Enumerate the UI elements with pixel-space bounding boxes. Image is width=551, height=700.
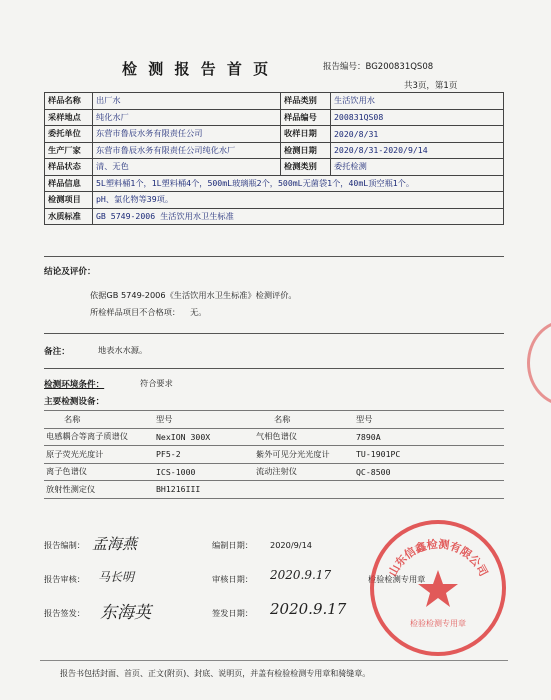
- table-row: [44, 463, 504, 481]
- report-number: [323, 60, 433, 72]
- cell-value: 2020/8/31: [331, 126, 504, 143]
- table-row: [44, 481, 504, 499]
- table-row: [45, 175, 504, 192]
- equipment-name: 原子荧光光度计: [44, 446, 154, 464]
- equipment-name: 流动注射仪: [254, 463, 354, 481]
- equipment-model: [354, 481, 504, 499]
- equipment-model: QC-8500: [354, 463, 504, 481]
- cell-label: 收样日期: [281, 126, 331, 143]
- table-row: [45, 142, 504, 159]
- cell-label: 样品编号: [281, 109, 331, 126]
- cell-label: 生产厂家: [45, 142, 93, 159]
- conclusion-line-2: [90, 307, 206, 318]
- nonconform-value: 无。: [190, 307, 207, 317]
- review-date: 2020.9.17: [270, 568, 332, 582]
- svg-text:山东信鑫检测有限公司: 山东信鑫检测有限公司: [386, 537, 490, 579]
- equipment-name: 离子色谱仪: [44, 463, 154, 481]
- table-header-row: [44, 411, 504, 429]
- table-row: [45, 159, 504, 176]
- sample-info-value: 5L塑料桶1个，1L塑料桶4个，500mL玻璃瓶2个，500mL无菌袋1个，40mL顶空瓶1个。: [93, 175, 504, 192]
- divider: [44, 368, 504, 369]
- equipment-model: NexION 300X: [154, 428, 254, 446]
- divider: [40, 660, 508, 661]
- cell-label: 委托单位: [45, 126, 93, 143]
- equipment-model: TU-1901PC: [354, 446, 504, 464]
- equipment-model: BH1216III: [154, 481, 254, 499]
- review-signature: 马长明: [98, 570, 135, 584]
- equipment-name: 紫外可见分光光度计: [254, 446, 354, 464]
- conclusion-heading: 结论及评价：: [44, 267, 96, 277]
- star-icon: [418, 570, 458, 607]
- equipment-name: [254, 481, 354, 499]
- table-row: [45, 208, 504, 225]
- cell-label: 水质标准: [45, 208, 93, 225]
- cell-label: 检测日期: [281, 142, 331, 159]
- sign-date: 2020.9.17: [270, 600, 347, 618]
- cell-value: 东营市鲁辰水务有限责任公司: [93, 126, 281, 143]
- nonconform-label: 所检样品项目不合格项：: [90, 307, 181, 317]
- cell-value: 生活饮用水: [331, 93, 504, 110]
- divider: [44, 333, 504, 334]
- cell-value: 委托检测: [331, 159, 504, 176]
- column-header: 名称: [44, 411, 154, 429]
- sign-signature: 东海英: [100, 603, 151, 623]
- equipment-name: 放射性测定仪: [44, 481, 154, 499]
- equipment-model: ICS-1000: [154, 463, 254, 481]
- remark-label: 备注：: [44, 347, 70, 357]
- cell-label: 样品名称: [45, 93, 93, 110]
- cell-label: 检测项目: [45, 192, 93, 209]
- table-row: [45, 126, 504, 143]
- sign-date-label: 签发日期：: [212, 608, 253, 618]
- conclusion-line-1: 依据GB 5749-2006《生活饮用水卫生标准》检测评价。: [90, 290, 297, 300]
- compile-date: 2020/9/14: [270, 540, 312, 550]
- review-date-label: 审核日期：: [212, 574, 253, 584]
- sign-label: 报告签发：: [44, 608, 85, 618]
- equipment-name: 气相色谱仪: [254, 428, 354, 446]
- remark-value: 地表水水源。: [98, 345, 148, 355]
- sample-info-table: [44, 92, 504, 225]
- table-row: [44, 446, 504, 464]
- equipment-model: PF5-2: [154, 446, 254, 464]
- environment-value: 符合要求: [140, 378, 173, 388]
- table-row: [45, 109, 504, 126]
- cell-value: 清、无色: [93, 159, 281, 176]
- edge-seal: [527, 320, 551, 406]
- column-header: 名称: [254, 411, 354, 429]
- cell-label: 样品状态: [45, 159, 93, 176]
- page-title: 检 测 报 告 首 页: [122, 60, 272, 78]
- cell-value: 出厂水: [93, 93, 281, 110]
- footer-note: 报告书包括封面、首页、正文(附页)、封底、说明页，并盖有检验检测专用章和骑缝章。: [60, 669, 371, 678]
- cell-value: 200831QS08: [331, 109, 504, 126]
- equipment-name: 电感耦合等离子质谱仪: [44, 428, 154, 446]
- cell-label: 样品类别: [281, 93, 331, 110]
- page-count: 共3页，第1页: [404, 81, 458, 91]
- cell-value: 纯化水厂: [93, 109, 281, 126]
- company-seal: [370, 520, 506, 656]
- svg-text:检验检测专用章: 检验检测专用章: [410, 619, 466, 628]
- compile-signature: 孟海燕: [92, 535, 138, 553]
- equipment-model: 7890A: [354, 428, 504, 446]
- stamp-label: 检验检测专用章: [368, 574, 426, 584]
- cell-label: 样品信息: [45, 175, 93, 192]
- test-items-value: pH、氯化物等39项。: [93, 192, 504, 209]
- compile-label: 报告编制：: [44, 540, 85, 550]
- report-number-value: BG200831QS08: [365, 62, 434, 72]
- equipment-table: [44, 410, 504, 499]
- table-row: [45, 93, 504, 110]
- column-header: 型号: [354, 411, 504, 429]
- seal-graphic: [374, 524, 502, 652]
- report-number-label: 报告编号：: [323, 62, 366, 72]
- equipment-heading: 主要检测设备：: [44, 397, 105, 407]
- environment-label: 检测环境条件：: [44, 380, 105, 390]
- cell-value: 2020/8/31-2020/9/14: [331, 142, 504, 159]
- review-label: 报告审核：: [44, 574, 85, 584]
- column-header: 型号: [154, 411, 254, 429]
- cell-label: 检测类别: [281, 159, 331, 176]
- cell-label: 采样地点: [45, 109, 93, 126]
- compile-date-label: 编制日期：: [212, 540, 253, 550]
- table-row: [45, 192, 504, 209]
- divider: [44, 256, 504, 257]
- standard-value: GB 5749-2006 生活饮用水卫生标准: [93, 208, 504, 225]
- table-row: [44, 428, 504, 446]
- cell-value: 东营市鲁辰水务有限责任公司纯化水厂: [93, 142, 281, 159]
